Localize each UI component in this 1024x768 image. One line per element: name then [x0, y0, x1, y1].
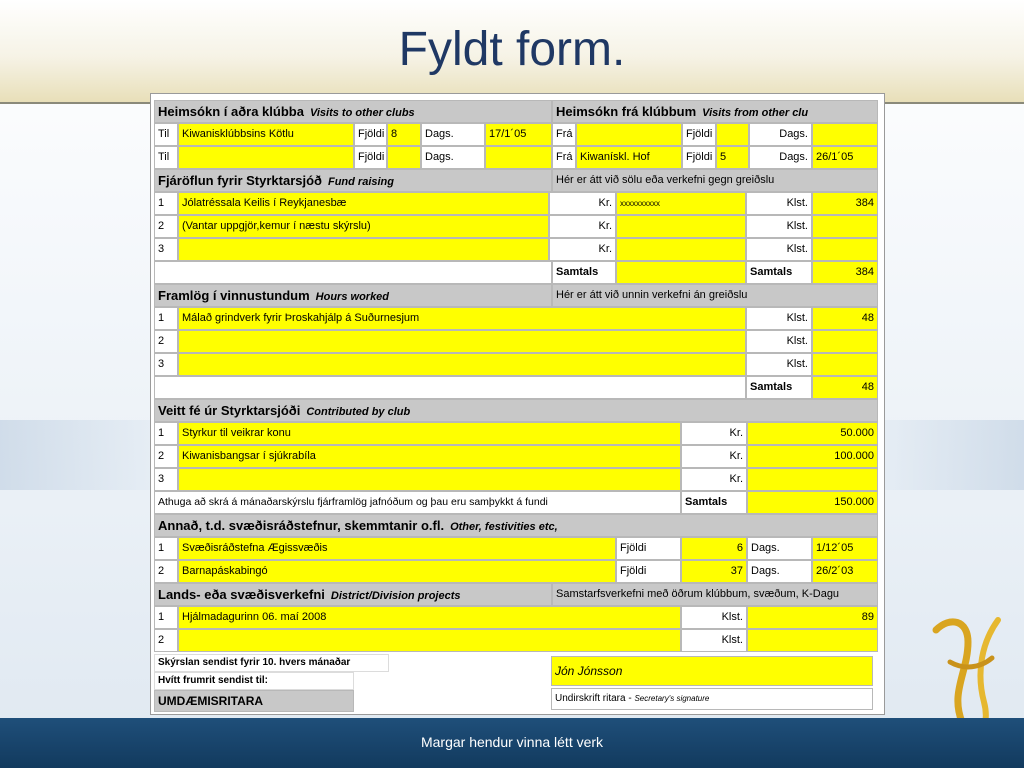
row-number: 3: [154, 238, 178, 261]
blank-cell: [154, 376, 746, 399]
date-label: Dags.: [747, 537, 812, 560]
other-row-2: [154, 560, 878, 583]
visit-from-date-field[interactable]: 26/1´05: [812, 146, 878, 169]
visits-row-1: [154, 123, 878, 146]
fundraising-desc-field[interactable]: (Vantar uppgjör,kemur í næstu skýrslu): [178, 215, 549, 238]
visits-row-2: [154, 146, 878, 169]
signature-label: Undirskrift ritara -: [555, 693, 632, 704]
report-form: [150, 93, 885, 715]
other-date-field[interactable]: 1/12´05: [812, 537, 878, 560]
fundraising-klst-field[interactable]: [812, 215, 878, 238]
row-number: 2: [154, 215, 178, 238]
klst-label: Klst.: [681, 606, 747, 629]
signature-field[interactable]: Jón Jónsson: [551, 656, 873, 686]
contributed-total-label: Samtals: [681, 491, 747, 514]
visit-to-count-label: Fjöldi: [354, 146, 387, 169]
klst-label: Klst.: [746, 238, 812, 261]
visits-header-row: [154, 100, 878, 123]
district-row-1: [154, 606, 878, 629]
kr-label: Kr.: [549, 238, 616, 261]
contributed-row-2: [154, 445, 878, 468]
fundraising-kr-field[interactable]: [616, 238, 746, 261]
klst-label: Klst.: [746, 307, 812, 330]
fundraising-kr-field[interactable]: [616, 215, 746, 238]
count-label: Fjöldi: [616, 537, 681, 560]
hours-header-row: [154, 284, 878, 307]
row-number: 2: [154, 330, 178, 353]
fundraising-row-1: [154, 192, 878, 215]
contributed-note: Athuga að skrá á mánaðarskýrslu fjárframlög jafnóðum og þau eru samþykkt á fundi: [154, 491, 681, 514]
left-decor-band: [0, 420, 150, 490]
contributed-desc-field[interactable]: Styrkur til veikrar konu: [178, 422, 681, 445]
visit-from-count-field[interactable]: 5: [716, 146, 749, 169]
row-number: 3: [154, 353, 178, 376]
contributed-row-1: [154, 422, 878, 445]
row-number: 1: [154, 606, 178, 629]
hours-row-2: [154, 330, 878, 353]
signature-sub-label: Secretary's signature: [634, 694, 710, 703]
other-header-row: [154, 514, 878, 537]
other-row-1: [154, 537, 878, 560]
visit-to-date-field[interactable]: 17/1´05: [485, 123, 552, 146]
visit-from-date-label: Dags.: [749, 146, 812, 169]
hours-header: Framlög í vinnustundum Hours worked: [154, 284, 552, 307]
contributed-kr-field[interactable]: 100.000: [747, 445, 878, 468]
contributed-total-row: [154, 491, 878, 514]
fundraising-desc-field[interactable]: Jólatréssala Keilis í Reykjanesbæ: [178, 192, 549, 215]
hours-total-label: Samtals: [746, 376, 812, 399]
fundraising-total-label: Samtals: [552, 261, 616, 284]
kr-label: Kr.: [681, 422, 747, 445]
klst-label: Klst.: [746, 330, 812, 353]
fundraising-total-row: [154, 261, 878, 284]
visit-to-count-label: Fjöldi: [354, 123, 387, 146]
visit-to-count-field[interactable]: 8: [387, 123, 421, 146]
recipient-box: UMDÆMISRITARA: [154, 690, 354, 712]
district-desc-field[interactable]: [178, 629, 681, 652]
other-desc-field[interactable]: Svæðisráðstefna Ægissvæðis: [178, 537, 616, 560]
contributed-desc-field[interactable]: [178, 468, 681, 491]
hours-row-1: [154, 307, 878, 330]
kr-label: Kr.: [549, 215, 616, 238]
count-label: Fjöldi: [616, 560, 681, 583]
slide-title: Fyldt form.: [398, 23, 626, 76]
fundraising-hours-total-label: Samtals: [746, 261, 812, 284]
kr-label: Kr.: [681, 468, 747, 491]
visit-to-date-field[interactable]: [485, 146, 552, 169]
visit-from-label: Frá: [552, 146, 576, 169]
visit-from-count-label: Fjöldi: [682, 123, 716, 146]
fundraising-klst-field[interactable]: [812, 238, 878, 261]
visit-from-club-field[interactable]: Kiwanískl. Hof: [576, 146, 682, 169]
fundraising-row-2: [154, 215, 878, 238]
signature-label-row: [551, 688, 873, 710]
row-number: 1: [154, 307, 178, 330]
blank-cell: [154, 261, 552, 284]
send-note: Skýrslan sendist fyrir 10. hvers mánaðar: [154, 654, 389, 672]
district-row-2: [154, 629, 878, 652]
visit-from-count-label: Fjöldi: [682, 146, 716, 169]
visit-from-count-field[interactable]: [716, 123, 749, 146]
row-number: 1: [154, 422, 178, 445]
district-desc-field[interactable]: Hjálmadagurinn 06. maí 2008: [178, 606, 681, 629]
other-count-field[interactable]: 37: [681, 560, 747, 583]
district-header-row: [154, 583, 878, 606]
contributed-row-3: [154, 468, 878, 491]
row-number: 2: [154, 629, 178, 652]
contributed-kr-field[interactable]: 50.000: [747, 422, 878, 445]
district-klst-field[interactable]: 89: [747, 606, 878, 629]
hours-row-3: [154, 353, 878, 376]
visit-to-date-label: Dags.: [421, 123, 485, 146]
visit-to-club-field[interactable]: [178, 146, 354, 169]
district-klst-field[interactable]: [747, 629, 878, 652]
contributed-header-row: [154, 399, 878, 422]
fundraising-total-kr-field[interactable]: [616, 261, 746, 284]
visit-to-label: Til: [154, 146, 178, 169]
district-header: Lands- eða svæðisverkefni District/Division projects: [154, 583, 552, 606]
right-decor-band: [882, 420, 1024, 490]
fundraising-desc-field[interactable]: [178, 238, 549, 261]
kr-label: Kr.: [681, 445, 747, 468]
kr-label: Kr.: [549, 192, 616, 215]
visit-to-date-label: Dags.: [421, 146, 485, 169]
klst-label: Klst.: [746, 215, 812, 238]
hours-note: Hér er átt við unnin verkefni án greiðslu: [552, 284, 878, 307]
visit-from-date-label: Dags.: [749, 123, 812, 146]
hours-total-row: [154, 376, 878, 399]
visit-to-club-field[interactable]: Kiwanisklúbbsins Kötlu: [178, 123, 354, 146]
fundraising-note: Hér er átt við sölu eða verkefni gegn greiðslu: [552, 169, 878, 192]
other-count-field[interactable]: 6: [681, 537, 747, 560]
row-number: 3: [154, 468, 178, 491]
visits-from-header: Heimsókn frá klúbbum Visits from other clu: [552, 100, 878, 123]
contributed-total-field[interactable]: 150.000: [747, 491, 878, 514]
visit-to-label: Til: [154, 123, 178, 146]
klst-label: Klst.: [746, 353, 812, 376]
other-desc-field[interactable]: Barnapáskabingó: [178, 560, 616, 583]
row-number: 2: [154, 445, 178, 468]
contributed-header: Veitt fé úr Styrktarsjóði Contributed by club: [154, 399, 878, 422]
hours-desc-field[interactable]: [178, 353, 746, 376]
visit-to-count-field[interactable]: [387, 146, 421, 169]
visit-from-date-field[interactable]: [812, 123, 878, 146]
hours-total-field[interactable]: 48: [812, 376, 878, 399]
fundraising-klst-field[interactable]: 384: [812, 192, 878, 215]
white-copy-note: Hvítt frumrit sendist til:: [154, 672, 354, 690]
row-number: 1: [154, 192, 178, 215]
klst-label: Klst.: [681, 629, 747, 652]
hours-klst-field[interactable]: [812, 353, 878, 376]
date-label: Dags.: [747, 560, 812, 583]
fundraising-kr-field[interactable]: xxxxxxxxxx: [616, 192, 746, 215]
visit-from-label: Frá: [552, 123, 576, 146]
hours-klst-field[interactable]: 48: [812, 307, 878, 330]
contributed-kr-field[interactable]: [747, 468, 878, 491]
hours-desc-field[interactable]: [178, 330, 746, 353]
fundraising-row-3: [154, 238, 878, 261]
row-number: 1: [154, 537, 178, 560]
footer-slogan: Margar hendur vinna létt verk: [420, 734, 604, 750]
other-date-field[interactable]: 26/2´03: [812, 560, 878, 583]
hours-desc-field[interactable]: Málað grindverk fyrir Þroskahjálp á Suðurnesjum: [178, 307, 746, 330]
visit-from-club-field[interactable]: [576, 123, 682, 146]
fundraising-header-row: [154, 169, 878, 192]
contributed-desc-field[interactable]: Kiwanisbangsar í sjúkrabíla: [178, 445, 681, 468]
hours-klst-field[interactable]: [812, 330, 878, 353]
other-header: Annað, t.d. svæðisráðstefnur, skemmtanir o.fl. Other, festivities etc,: [154, 514, 878, 537]
row-number: 2: [154, 560, 178, 583]
klst-label: Klst.: [746, 192, 812, 215]
visits-to-header: Heimsókn í aðra klúbba Visits to other clubs: [154, 100, 552, 123]
fundraising-total-hours-field[interactable]: 384: [812, 261, 878, 284]
fundraising-header: Fjáröflun fyrir Styrktarsjóð Fund raising: [154, 169, 552, 192]
district-note: Samstarfsverkefni með öðrum klúbbum, svæðum, K-Dagu: [552, 583, 878, 606]
